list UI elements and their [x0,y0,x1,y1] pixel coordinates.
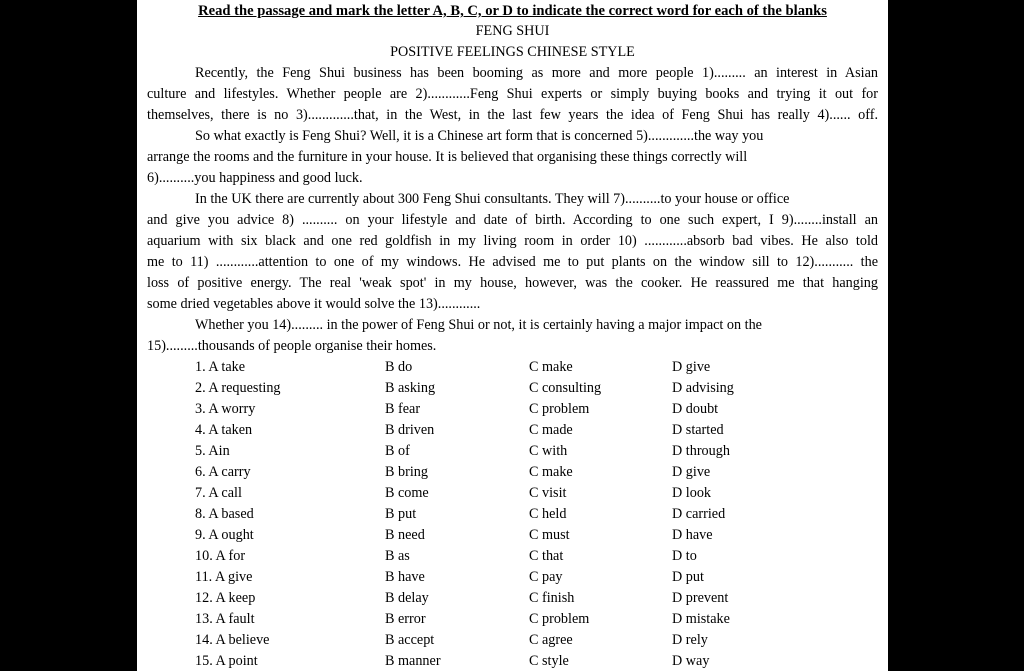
instruction-heading: Read the passage and mark the letter A, B, C, or D to indicate the correct word for each of the blanks [198,3,827,19]
passage-line: 15).........thousands of people organise their homes. [147,338,437,354]
option-d[interactable]: D advising [672,380,734,396]
option-d[interactable]: D rely [672,632,708,648]
passage-line: loss of positive energy. The real 'weak spot' in my house, however, was the cooker. He reassured me that hanging [147,275,878,291]
passage-line: and give you advice 8) .......... on your lifestyle and date of birth. According to one such expert, I 9)........install an [147,212,878,228]
option-c[interactable]: C problem [529,401,590,417]
option-c[interactable]: C make [529,464,573,480]
option-c[interactable]: C made [529,422,573,438]
option-a[interactable]: 8. A based [195,506,254,522]
option-d[interactable]: D look [672,485,712,501]
option-d[interactable]: D carried [672,506,726,522]
option-c[interactable]: C finish [529,590,575,606]
option-b[interactable]: B as [385,548,410,564]
option-b[interactable]: B accept [385,632,435,648]
passage-line: In the UK there are currently about 300 Feng Shui consultants. They will 7)..........to your house or office [195,191,790,207]
passage-line: culture and lifestyles. Whether people are 2)............Feng Shui experts or simply buying books and trying it out for [147,86,878,102]
passage-line: Whether you 14)......... in the power of Feng Shui or not, it is certainly having a major impact on the [195,317,762,333]
option-b[interactable]: B come [385,485,429,501]
worksheet-page [137,0,888,671]
option-c[interactable]: C must [529,527,570,543]
option-c[interactable]: C problem [529,611,590,627]
passage-line: themselves, there is no 3).............that, in the West, in the last few years the idea of Feng Shui has really 4)...... off. [147,107,878,123]
option-a[interactable]: 15. A point [195,653,258,669]
option-a[interactable]: 13. A fault [195,611,255,627]
option-a[interactable]: 11. A give [195,569,253,585]
option-a[interactable]: 14. A believe [195,632,270,648]
option-b[interactable]: B manner [385,653,441,669]
passage-subtitle: POSITIVE FEELINGS CHINESE STYLE [390,44,635,60]
option-b[interactable]: B bring [385,464,428,480]
option-d[interactable]: D put [672,569,704,585]
option-c[interactable]: C agree [529,632,573,648]
option-b[interactable]: B need [385,527,425,543]
option-a[interactable]: 7. A call [195,485,242,501]
option-b[interactable]: B driven [385,422,435,438]
option-b[interactable]: B do [385,359,413,375]
option-d[interactable]: D doubt [672,401,719,417]
option-b[interactable]: B fear [385,401,421,417]
option-a[interactable]: 6. A carry [195,464,251,480]
option-d[interactable]: D prevent [672,590,729,606]
option-d[interactable]: D way [672,653,710,669]
option-d[interactable]: D have [672,527,713,543]
option-b[interactable]: B delay [385,590,429,606]
option-c[interactable]: C pay [529,569,563,585]
passage-line: some dried vegetables above it would solve the 13)............ [147,296,481,312]
option-d[interactable]: D through [672,443,730,459]
option-c[interactable]: C style [529,653,569,669]
option-a[interactable]: 9. A ought [195,527,254,543]
option-a[interactable]: 4. A taken [195,422,253,438]
option-b[interactable]: B error [385,611,426,627]
option-a[interactable]: 12. A keep [195,590,256,606]
passage-line: arrange the rooms and the furniture in your house. It is believed that organising these things correctly will [147,149,748,165]
option-a[interactable]: 1. A take [195,359,246,375]
option-a[interactable]: 2. A requesting [195,380,281,396]
option-c[interactable]: C make [529,359,573,375]
option-d[interactable]: D to [672,548,697,564]
option-c[interactable]: C visit [529,485,567,501]
option-b[interactable]: B of [385,443,410,459]
option-d[interactable]: D started [672,422,724,438]
option-c[interactable]: C consulting [529,380,602,396]
option-b[interactable]: B asking [385,380,436,396]
passage-line: me to 11) ............attention to one of my windows. He advised me to put plants on the window sill to 12)........... the [147,254,878,270]
option-b[interactable]: B put [385,506,417,522]
option-c[interactable]: C that [529,548,564,564]
option-a[interactable]: 3. A worry [195,401,256,417]
option-a[interactable]: 5. Ain [195,443,230,459]
option-d[interactable]: D give [672,359,711,375]
option-d[interactable]: D give [672,464,711,480]
passage-line: aquarium with six black and one red goldfish in my living room in order 10) ............absorb bad vibes. He also told [147,233,878,249]
passage-title: FENG SHUI [475,23,550,39]
passage-line: So what exactly is Feng Shui? Well, it is a Chinese art form that is concerned 5).............the way you [195,128,764,144]
option-a[interactable]: 10. A for [195,548,246,564]
option-d[interactable]: D mistake [672,611,730,627]
passage-line: Recently, the Feng Shui business has been booming as more and more people 1)......... an interest in Asian [195,65,878,81]
passage-line: 6)..........you happiness and good luck. [147,170,363,186]
option-b[interactable]: B have [385,569,425,585]
option-c[interactable]: C with [529,443,568,459]
option-c[interactable]: C held [529,506,567,522]
